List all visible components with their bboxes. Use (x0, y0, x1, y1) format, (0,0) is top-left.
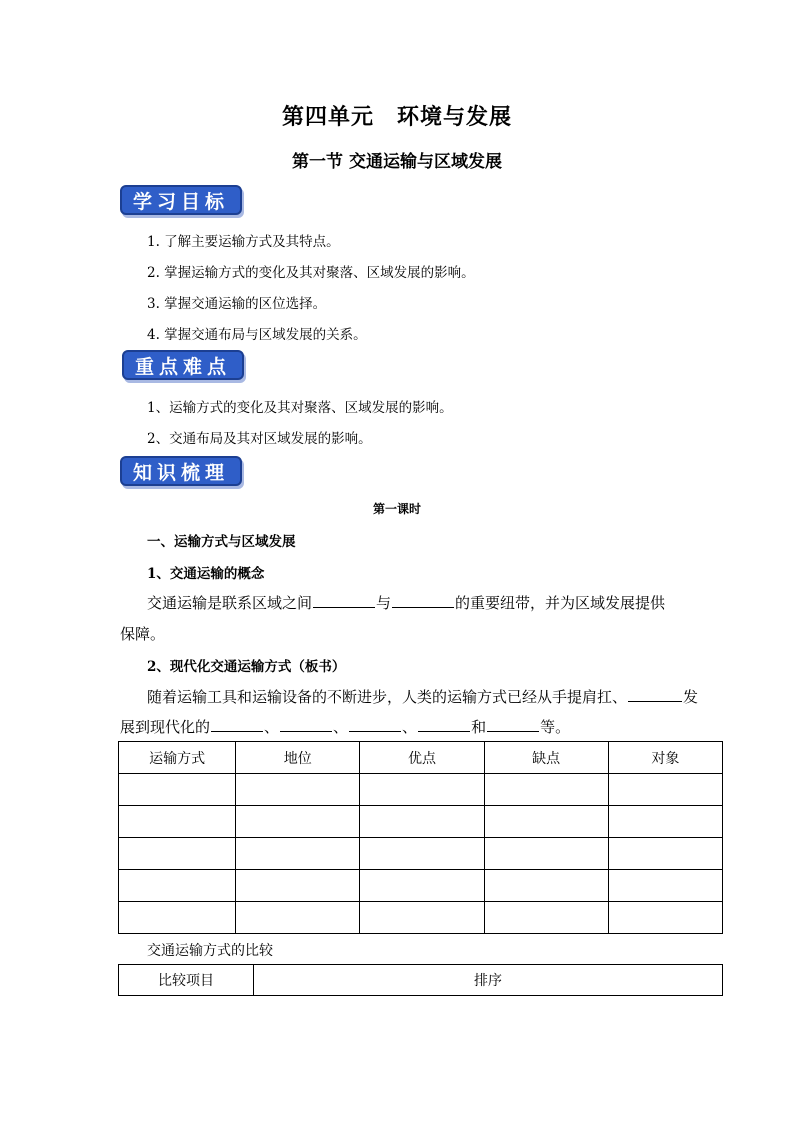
header-cell: 缺点 (484, 742, 608, 774)
table-cell[interactable] (608, 870, 722, 902)
transport-table (118, 741, 723, 934)
knowledge-badge: 知识梳理 (120, 456, 242, 486)
objectives-badge: 学习目标 (120, 185, 242, 215)
separator: 、 (402, 718, 418, 736)
keypoint-item: 1、运输方式的变化及其对聚落、区域发展的影响。 (147, 400, 453, 416)
header-cell: 运输方式 (119, 742, 236, 774)
modern-text-start: 展到现代化的 (120, 718, 211, 736)
table-cell[interactable] (236, 838, 360, 870)
lesson-label: 第一课时 (372, 502, 421, 516)
table-cell[interactable] (236, 774, 360, 806)
heading-transport-concept: 1、交通运输的概念 (147, 566, 265, 582)
table-row (119, 838, 723, 870)
fill-blank[interactable] (628, 687, 682, 702)
comparison-caption: 交通运输方式的比较 (147, 943, 273, 959)
table-cell[interactable] (119, 838, 236, 870)
header-cell: 对象 (608, 742, 722, 774)
table-cell[interactable] (484, 902, 608, 934)
table-cell[interactable] (119, 870, 236, 902)
objective-item: 2. 掌握运输方式的变化及其对聚落、区域发展的影响。 (147, 265, 475, 281)
modern-text-end: 等。 (540, 718, 571, 736)
table-cell[interactable] (360, 870, 484, 902)
fill-blank[interactable] (280, 717, 332, 732)
keypoint-item: 2、交通布局及其对区域发展的影响。 (147, 431, 372, 447)
table-cell[interactable] (608, 806, 722, 838)
comparison-table (118, 964, 723, 996)
table-row (119, 902, 723, 934)
concept-paragraph (147, 592, 665, 613)
table-cell[interactable] (484, 806, 608, 838)
header-cell: 比较项目 (119, 965, 254, 996)
modern-text-1: 随着运输工具和运输设备的不断进步，人类的运输方式已经从手提肩扛、 (147, 688, 628, 706)
heading-transport-and-region: 一、运输方式与区域发展 (147, 534, 296, 550)
unit-title: 第四单元 环境与发展 (281, 104, 512, 130)
fill-blank[interactable] (313, 593, 375, 608)
section-subtitle: 第一节 交通运输与区域发展 (292, 152, 502, 172)
fill-blank[interactable] (392, 593, 454, 608)
objective-item: 3. 掌握交通运输的区位选择。 (147, 296, 327, 312)
header-cell: 排序 (254, 965, 723, 996)
fill-blank[interactable] (418, 717, 470, 732)
concept-text-2: 与 (376, 594, 392, 612)
concept-text-3: 的重要纽带，并为区域发展提供 (455, 594, 666, 612)
objective-item: 1. 了解主要运输方式及其特点。 (147, 234, 340, 250)
table-cell[interactable] (484, 870, 608, 902)
heading-modern-transport: 2、现代化交通运输方式（板书） (147, 659, 346, 675)
fill-blank[interactable] (349, 717, 401, 732)
separator: 、 (264, 718, 280, 736)
table-header-row (119, 742, 723, 774)
table-cell[interactable] (360, 838, 484, 870)
table-cell[interactable] (608, 774, 722, 806)
table-cell[interactable] (360, 902, 484, 934)
table-cell[interactable] (236, 870, 360, 902)
fill-blank[interactable] (487, 717, 539, 732)
table-cell[interactable] (484, 838, 608, 870)
modern-text-2: 发 (683, 688, 699, 706)
table-row (119, 870, 723, 902)
table-cell[interactable] (484, 774, 608, 806)
table-cell[interactable] (119, 902, 236, 934)
table-row (119, 806, 723, 838)
objective-item: 4. 掌握交通布局与区域发展的关系。 (147, 327, 367, 343)
table-cell[interactable] (360, 774, 484, 806)
table-cell[interactable] (608, 902, 722, 934)
table-header-row (119, 965, 723, 996)
keypoints-badge: 重点难点 (122, 350, 244, 380)
fill-blank[interactable] (211, 717, 263, 732)
concept-text-1: 交通运输是联系区域之间 (147, 594, 313, 612)
table-cell[interactable] (360, 806, 484, 838)
table-cell[interactable] (119, 806, 236, 838)
table-cell[interactable] (236, 902, 360, 934)
concept-paragraph-line2: 保障。 (120, 625, 166, 643)
and-word: 和 (471, 718, 487, 736)
modern-paragraph-line2 (120, 716, 570, 737)
table-row (119, 774, 723, 806)
table-cell[interactable] (236, 806, 360, 838)
header-cell: 优点 (360, 742, 484, 774)
table-cell[interactable] (608, 838, 722, 870)
header-cell: 地位 (236, 742, 360, 774)
separator: 、 (333, 718, 349, 736)
table-cell[interactable] (119, 774, 236, 806)
modern-paragraph (147, 686, 698, 707)
